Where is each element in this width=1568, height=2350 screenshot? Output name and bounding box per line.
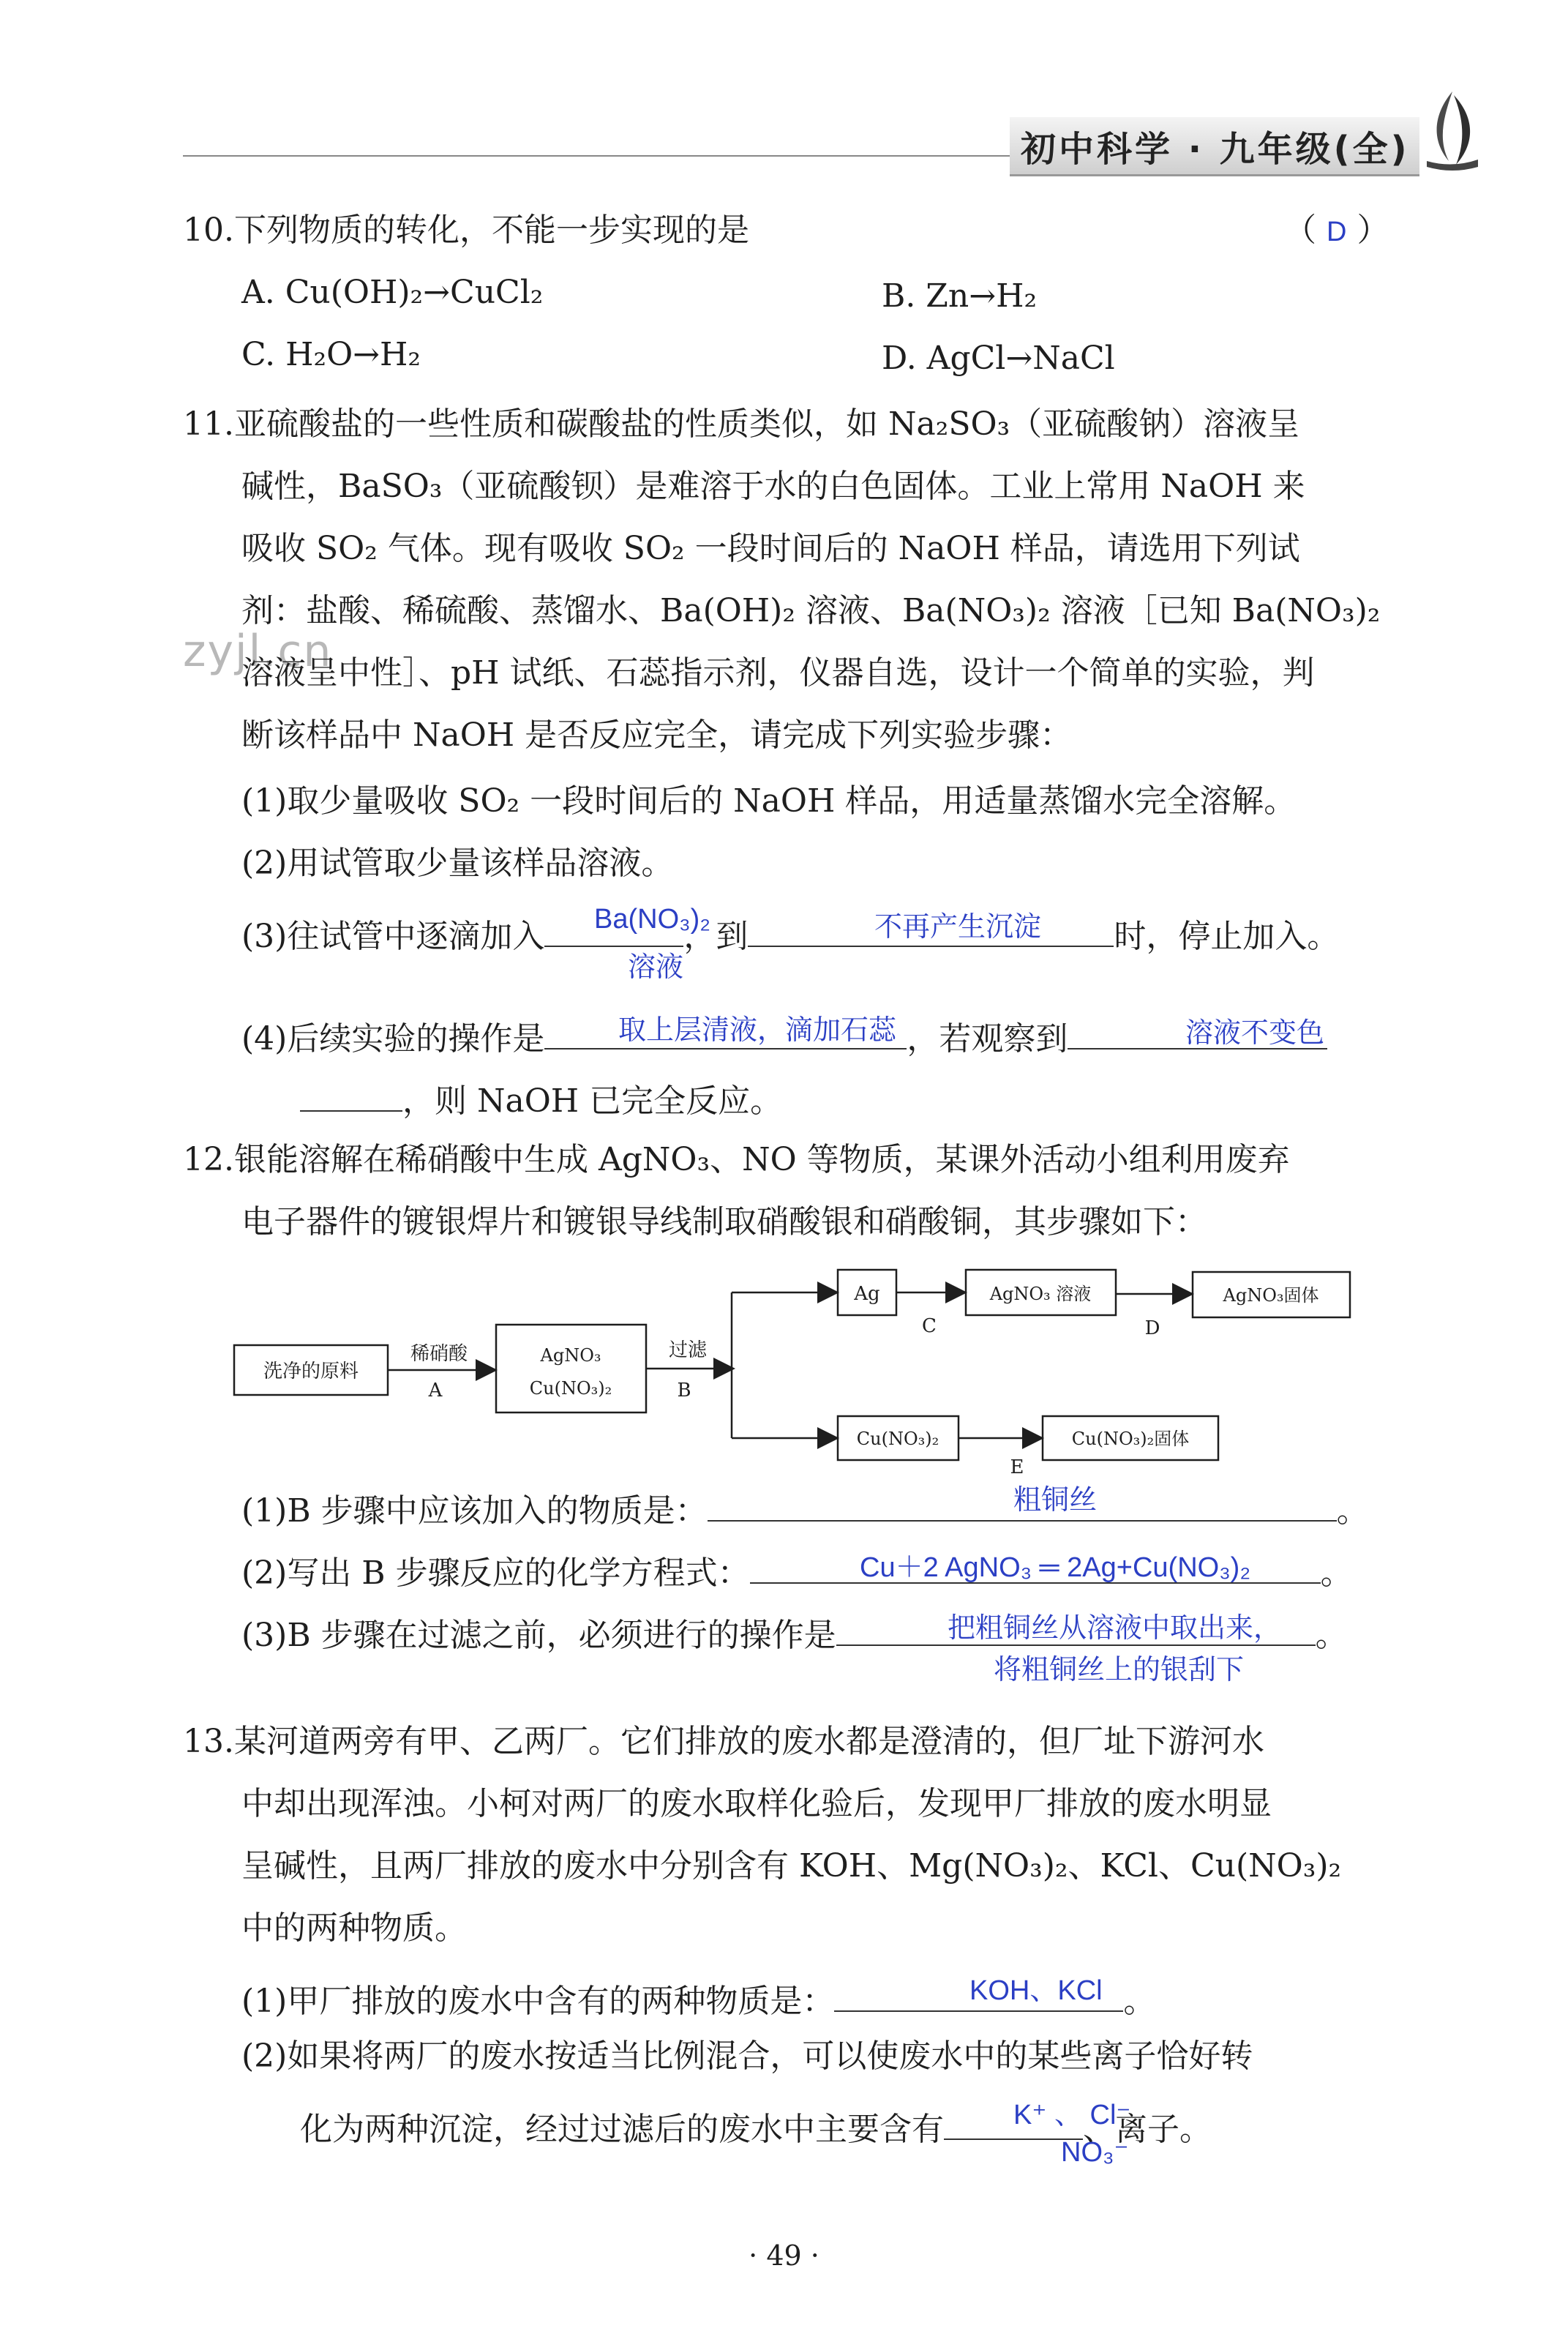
q13-sub2-text-a: 化为两种沉淀，经过过滤后的废水中主要含有 xyxy=(300,2111,944,2148)
flow-cuno3-label: Cu(NO₃)₂ xyxy=(856,1429,939,1449)
q11-step3-answer-2: 不再产生沉淀 xyxy=(874,912,1042,943)
q12-sub3-answer-1: 把粗铜丝从溶液中取出来， xyxy=(948,1613,1282,1644)
q11-line-2: 碱性，BaSO₃（亚硫酸钡）是难溶于水的白色固体。工业上常用 NaOH 来 xyxy=(241,468,1305,505)
q10-option-a: A. Cu(OH)₂→CuCl₂ xyxy=(241,274,544,311)
flow-step-b: B xyxy=(677,1380,691,1402)
flow-step-a-reagent: 稀硝酸 xyxy=(410,1343,468,1365)
q13-sub1-end: 。 xyxy=(1123,1983,1156,2020)
q13-sub2-answer-1: K⁺ 、 Cl⁻ xyxy=(1013,2100,1131,2130)
q11-step3-text-a: (3)往试管中逐滴加入 xyxy=(241,918,545,955)
q12-sub3-answer-2: 将粗铜丝上的银刮下 xyxy=(994,1655,1245,1685)
q11-step3-answer-1b: 溶液 xyxy=(628,952,684,983)
flow-start-label: 洗净的原料 xyxy=(263,1361,359,1382)
q12-sub2-question: (2)写出 B 步骤反应的化学方程式： xyxy=(241,1554,750,1592)
q12-line-1: 12.银能溶解在稀硝酸中生成 AgNO₃、NO 等物质，某课外活动小组利用废弃 xyxy=(183,1141,1290,1178)
q13-sub2-line-1: (2)如果将两厂的废水按适当比例混合，可以使废水中的某些离子恰好转 xyxy=(241,2037,1253,2075)
q12-sub1-end: 。 xyxy=(1336,1492,1369,1530)
q12-sub2-answer: Cu＋2 AgNO₃ ═ 2Ag+Cu(NO₃)₂ xyxy=(860,1552,1251,1583)
flow-box-mixture xyxy=(496,1325,646,1412)
q11-step3-answer-1: Ba(NO₃)₂ xyxy=(594,904,711,935)
page-number: · 49 · xyxy=(749,2239,819,2272)
q11-step4-text-a: (4)后续实验的操作是 xyxy=(241,1020,545,1058)
q12-flow-diagram xyxy=(220,1259,1361,1478)
q11-line-5: 溶液呈中性］、pH 试纸、石蕊指示剂，仪器自选，设计一个简单的实验，判 xyxy=(241,654,1315,692)
flow-ag-label: Ag xyxy=(854,1283,880,1305)
flow-step-e: E xyxy=(1010,1456,1024,1478)
q10-answer: D xyxy=(1327,217,1347,247)
q13-sub2-answer-2: NO₃⁻ xyxy=(1061,2137,1129,2168)
q10-option-c: C. H₂O→H₂ xyxy=(241,336,421,373)
leaf-logo-icon xyxy=(1423,88,1482,176)
flow-step-b-op: 过滤 xyxy=(668,1339,708,1361)
flow-mixture-line-1: AgNO₃ xyxy=(540,1345,601,1366)
q11-step-2: (2)用试管取少量该样品溶液。 xyxy=(241,845,674,882)
q11-step-3 xyxy=(241,908,1339,959)
q10-option-d: D. AgCl→NaCl xyxy=(882,340,1115,377)
q11-step4-answer-1: 取上层清液，滴加石蕊 xyxy=(618,1015,897,1046)
q11-step4-text-c: ，则 NaOH 已完全反应。 xyxy=(402,1082,783,1120)
flow-agno3-solution-label: AgNO₃ 溶液 xyxy=(989,1284,1092,1304)
q13-sub2-end: 、离子。 xyxy=(1083,2111,1212,2148)
q11-line-6: 断该样品中 NaOH 是否反应完全，请完成下列实验步骤： xyxy=(241,716,1073,754)
q11-line-4: 剂：盐酸、稀硫酸、蒸馏水、Ba(OH)₂ 溶液、Ba(NO₃)₂ 溶液［已知 Ba(NO₃)₂ xyxy=(241,592,1381,629)
q11-step4-cont xyxy=(300,1072,782,1123)
flow-step-d: D xyxy=(1144,1317,1160,1339)
q11-step4-answer-2: 溶液不变色 xyxy=(1185,1018,1325,1049)
q11-step4-text-b: ，若观察到 xyxy=(907,1020,1068,1058)
q11-step3-text-b: ，到 xyxy=(683,918,749,955)
q13-line-4: 中的两种物质。 xyxy=(241,1909,467,1947)
header-title: 初中科学 · 九年级(全) xyxy=(1021,129,1410,170)
q11-step-1: (1)取少量吸收 SO₂ 一段时间后的 NaOH 样品，用适量蒸馏水完全溶解。 xyxy=(241,782,1297,820)
flow-step-a: A xyxy=(428,1380,443,1402)
flow-mixture-line-2: Cu(NO₃)₂ xyxy=(529,1378,612,1399)
q12-sub3-end: 。 xyxy=(1315,1617,1348,1654)
q11-step3-text-c: 时，停止加入。 xyxy=(1114,918,1340,955)
q11-step4-blank-3 xyxy=(300,1072,402,1112)
q10-answer-paren xyxy=(1284,209,1389,254)
q13-line-2: 中却出现浑浊。小柯对两厂的废水取样化验后，发现甲厂排放的废水明显 xyxy=(241,1785,1272,1822)
q11-line-1: 11.亚硫酸盐的一些性质和碳酸盐的性质类似，如 Na₂SO₃（亚硫酸钠）溶液呈 xyxy=(183,405,1300,443)
q13-sub1-answer: KOH、KCl xyxy=(969,1975,1103,2006)
q13-sub1-question: (1)甲厂排放的废水中含有的两种物质是： xyxy=(241,1983,835,2020)
q13-line-1: 13.某河道两旁有甲、乙两厂。它们排放的废水都是澄清的，但厂址下游河水 xyxy=(183,1723,1264,1760)
q12-line-2: 电子器件的镀银焊片和镀银导线制取硝酸银和硝酸铜，其步骤如下： xyxy=(241,1203,1207,1241)
q12-sub-1 xyxy=(241,1482,1369,1533)
flow-agno3-solid-label: AgNO₃固体 xyxy=(1223,1285,1319,1306)
q12-sub1-answer: 粗铜丝 xyxy=(1013,1485,1098,1516)
q10-option-b: B. Zn→H₂ xyxy=(882,277,1038,315)
q12-sub3-question: (3)B 步骤在过滤之前，必须进行的操作是 xyxy=(241,1617,836,1654)
q10-stem: 10.下列物质的转化，不能一步实现的是 xyxy=(183,212,749,249)
watermark: zyjl.cn xyxy=(183,626,333,677)
flow-step-c: C xyxy=(922,1315,937,1337)
paren-right: ） xyxy=(1357,212,1389,249)
q12-sub1-question: (1)B 步骤中应该加入的物质是： xyxy=(241,1492,708,1530)
q13-line-3: 呈碱性，且两厂排放的废水中分别含有 KOH、Mg(NO₃)₂、KCl、Cu(NO₃)₂ xyxy=(241,1847,1342,1885)
q11-line-3: 吸收 SO₂ 气体。现有吸收 SO₂ 一段时间后的 NaOH 样品，请选用下列试 xyxy=(241,530,1300,567)
flow-cuno3-solid-label: Cu(NO₃)₂固体 xyxy=(1071,1429,1190,1449)
q12-sub2-end: 。 xyxy=(1320,1554,1353,1592)
paren-left: （ xyxy=(1284,212,1316,249)
